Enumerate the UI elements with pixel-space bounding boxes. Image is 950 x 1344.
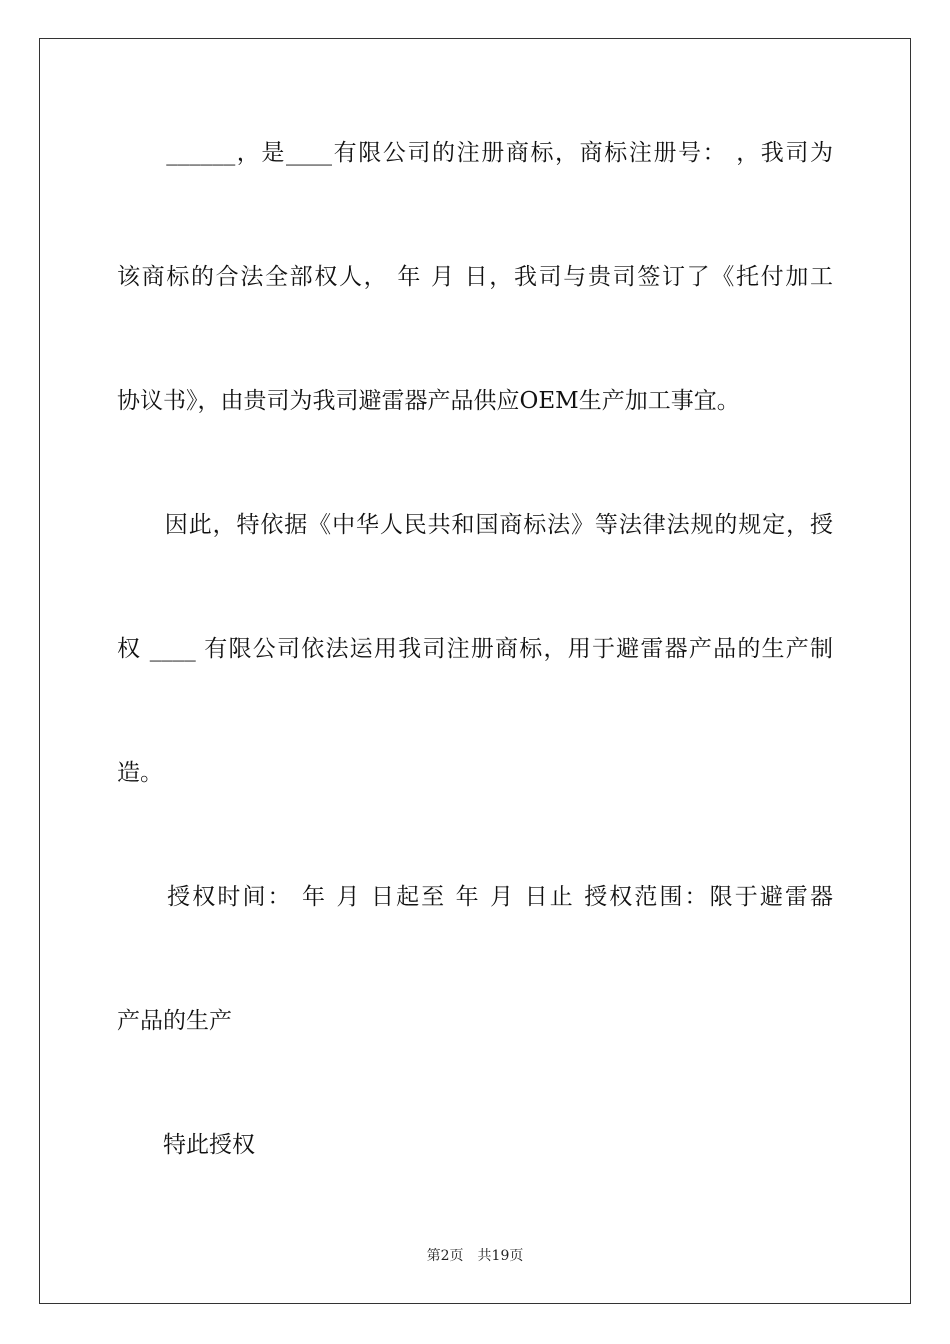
body-line-1: ______，是____有限公司的注册商标，商标注册号： ，我司为: [117, 140, 833, 166]
body-line-2: 该商标的合法全部权人， 年 月 日，我司与贵司签订了《托付加工: [117, 264, 833, 290]
body-line-4: 因此，特依据《中华人民共和国商标法》等法律法规的规定，授: [117, 512, 833, 538]
body-line-8: 产品的生产: [117, 1008, 232, 1034]
body-line-9: 特此授权: [117, 1132, 255, 1158]
body-line-3: 协议书》，由贵司为我司避雷器产品供应OEM生产加工事宜。: [117, 388, 740, 414]
page-number: 第2页: [426, 1248, 464, 1264]
body-line-6: 造。: [117, 760, 163, 786]
body-line-7: 授权时间： 年 月 日起至 年 月 日止 授权范围：限于避雷器: [117, 884, 833, 910]
body-line-5: 权 ____ 有限公司依法运用我司注册商标，用于避雷器产品的生产制: [117, 636, 833, 662]
page-footer: [0, 1246, 950, 1266]
page-border: [39, 38, 911, 1304]
total-pages: 共19页: [477, 1248, 524, 1264]
